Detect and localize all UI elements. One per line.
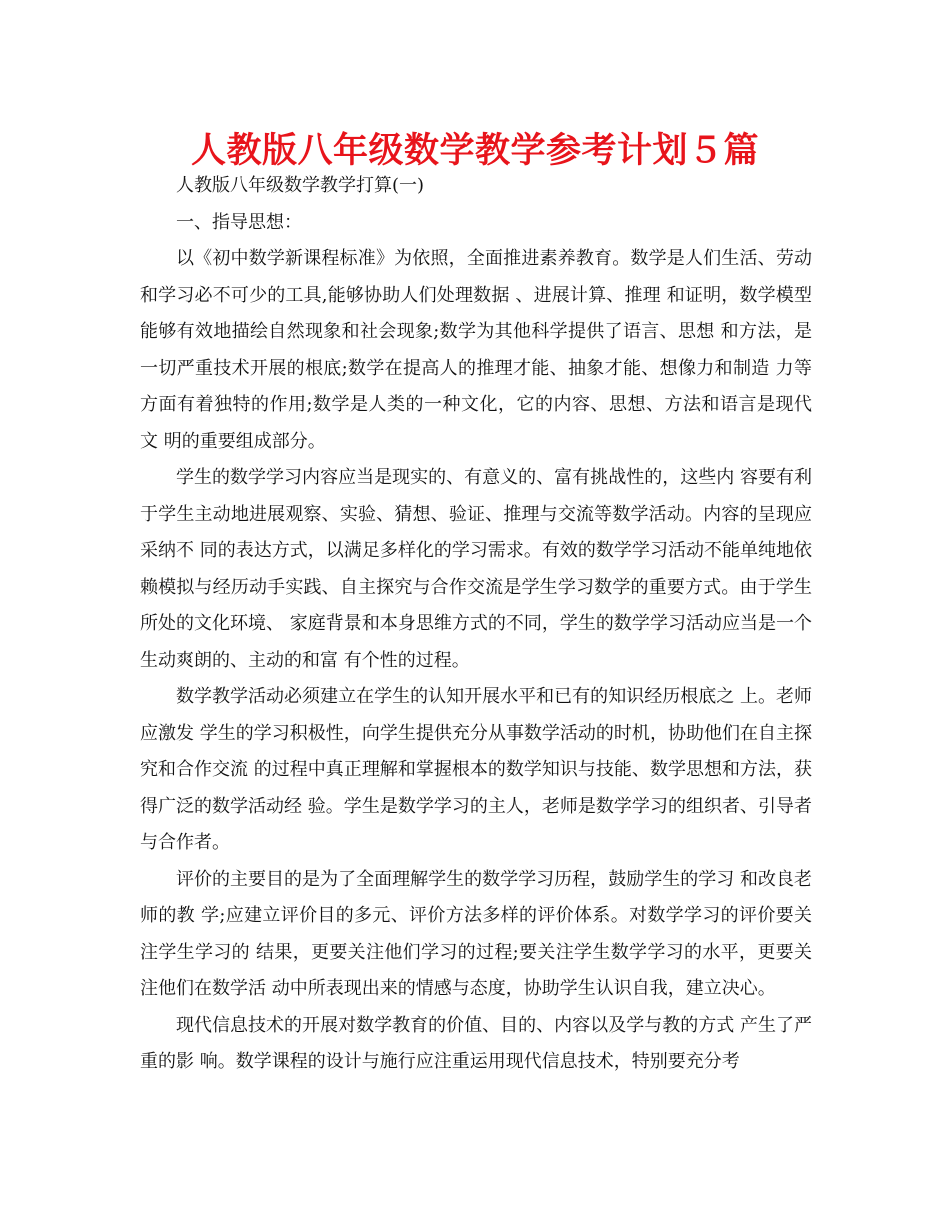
body-paragraph: 以《初中数学新课程标准》为依照，全面推进素养教育。数学是人们生活、劳动和学习必不可少的工具,能够协助人们处理数据 、进展计算、推理 和证明，数学模型能够有效地描绘自然现象和社会现象;数学为其他科学提供了语言、思想 和方法，是一切严重技术开展的根底;数学在提高人的推理才能、抽象才能、想像力和制造 力等方面有着独特的作用;数学是人类的一种文化，它的内容、思想、方法和语言是现代文 明的重要组成部分。 <box>140 248 812 452</box>
document-body <box>140 168 812 1081</box>
body-paragraph: 数学教学活动必须建立在学生的认知开展水平和已有的知识经历根底之 上。老师应激发 学生的学习积极性，向学生提供充分从事数学活动的时机，协助他们在自主探究和合作交流 的过程中真正理解和掌握根本的数学知识与技能、数学思想和方法，获得广泛的数学活动经 验。学生是数学学习的主人，老师是数学学习的组织者、引导者与合作者。 <box>140 686 812 853</box>
body-paragraph: 现代信息技术的开展对数学教育的价值、目的、内容以及学与教的方式 产生了严重的影 响。数学课程的设计与施行应注重运用现代信息技术，特别要充分考 <box>140 1014 812 1072</box>
body-paragraph: 评价的主要目的是为了全面理解学生的数学学习历程，鼓励学生的学习 和改良老师的教 学;应建立评价目的多元、评价方法多样的评价体系。对数学学习的评价要关注学生学习的 结果，更要关注他们学习的过程;要关注学生数学学习的水平，更要关注他们在数学活 动中所表现出来的情感与态度，协助学生认识自我，建立决心。 <box>140 868 812 999</box>
section-heading: 一、指导思想： <box>176 211 302 233</box>
document-title: 人教版八年级数学教学参考计划５篇 <box>190 131 759 171</box>
body-paragraph: 学生的数学学习内容应当是现实的、有意义的、富有挑战性的，这些内 容要有利 于学生主动地进展观察、实验、猜想、验证、推理与交流等数学活动。内容的呈现应采纳不 同的表达方式，以满足多样化的学习需求。有效的数学学习活动不能单纯地依赖模拟与经历动手实践、自主探究与合作交流是学生学习数学的重要方式。由于学生所处的文化环境、 家庭背景和本身思维方式的不同，学生的数学学习活动应当是一个生动爽朗的、主动的和富 有个性的过程。 <box>140 467 812 671</box>
subtitle-paragraph: 人教版八年级数学教学打算(一) <box>176 175 425 196</box>
